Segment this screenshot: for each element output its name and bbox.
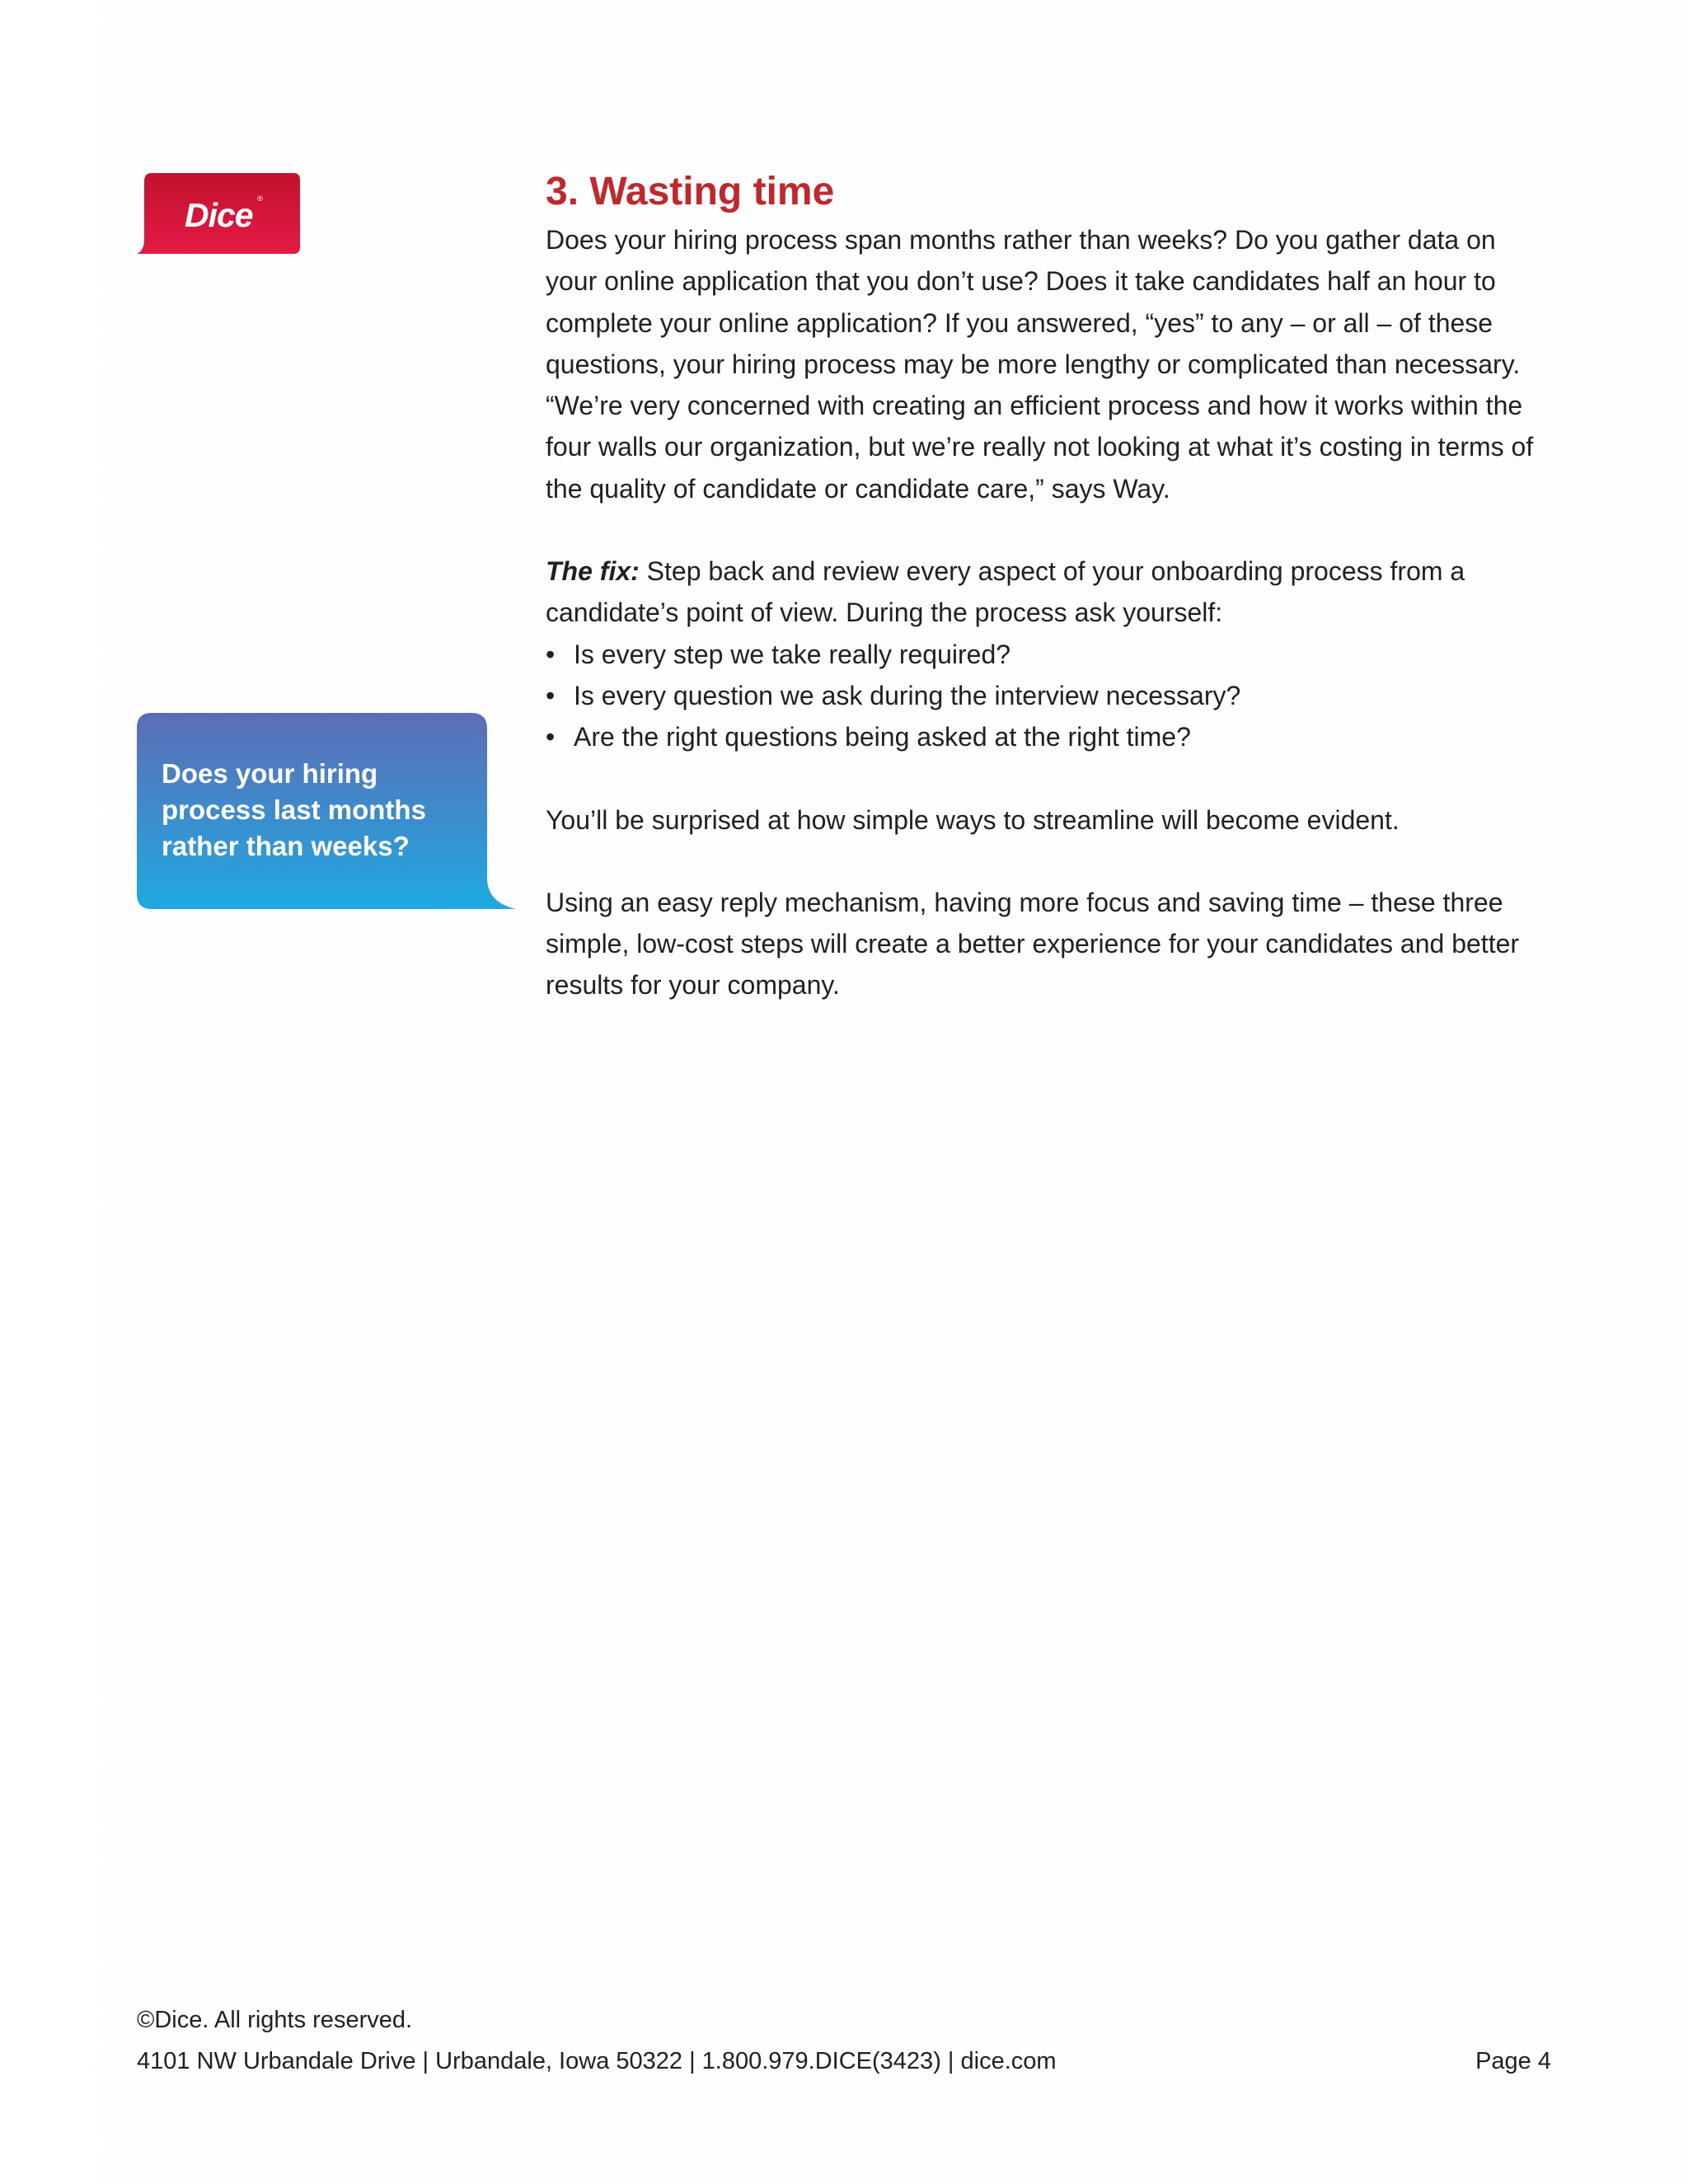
article-content [546,165,1551,1006]
address-text: 4101 NW Urbandale Drive | Urbandale, Iowa 50322 | 1.800.979.DICE(3423) | dice.com [137,2048,1057,2074]
list-item-text: Are the right questions being asked at the right time? [574,722,1191,752]
logo-wordmark: Dice [185,196,253,234]
bullet-icon: • [546,722,556,752]
fix-paragraph [546,551,1551,634]
spacer [546,509,1551,551]
intro-paragraph: Does your hiring process span months rather than weeks? Do you gather data on your online application that you don’t use? Does it take candidates half an hour to complete your online application? If you answered, “yes” to any – or all – of these questions, your hiring process may be more lengthy or complicated than necessary. “We’re very concerned with creating an efficient process and how it works within the four walls our organization, but we’re really not looking at what it’s costing in terms of the quality of candidate or candidate care,” says Way. [546,225,1534,504]
spacer [546,758,1551,799]
conclusion-paragraph: Using an easy reply mechanism, having more focus and saving time – these three simple, low-cost steps will create a better experience for your candidates and better results for your company. [546,887,1520,1001]
address-line [137,2041,1551,2082]
page-number: Page 4 [1475,2048,1551,2074]
list-item-text: Is every question we ask during the interview necessary? [574,680,1241,710]
dice-logo [137,173,302,255]
surprise-paragraph: You’ll be surprised at how simple ways to streamline will become evident. [546,804,1400,835]
pull-quote-callout [137,713,516,911]
bullet-icon: • [546,639,556,669]
list-item-text: Is every step we take really required? [574,639,1011,669]
question-list [546,634,1551,758]
spacer [546,841,1551,882]
list-item [546,634,1551,675]
copyright-line: ©Dice. All rights reserved. [137,2007,413,2033]
page-footer [137,1999,1551,2082]
callout-text: Does your hiring process last months rather than weeks? [162,758,426,861]
list-item [546,716,1551,757]
bullet-icon: • [546,680,556,710]
fix-text: Step back and review every aspect of your onboarding process from a candidate’s point of view. During the process ask yourself: [546,556,1465,628]
registered-mark: ® [257,194,263,203]
fix-label: The fix: [546,556,640,587]
list-item [546,675,1551,716]
section-heading: 3. Wasting time [546,170,835,213]
left-panel [0,0,511,2184]
